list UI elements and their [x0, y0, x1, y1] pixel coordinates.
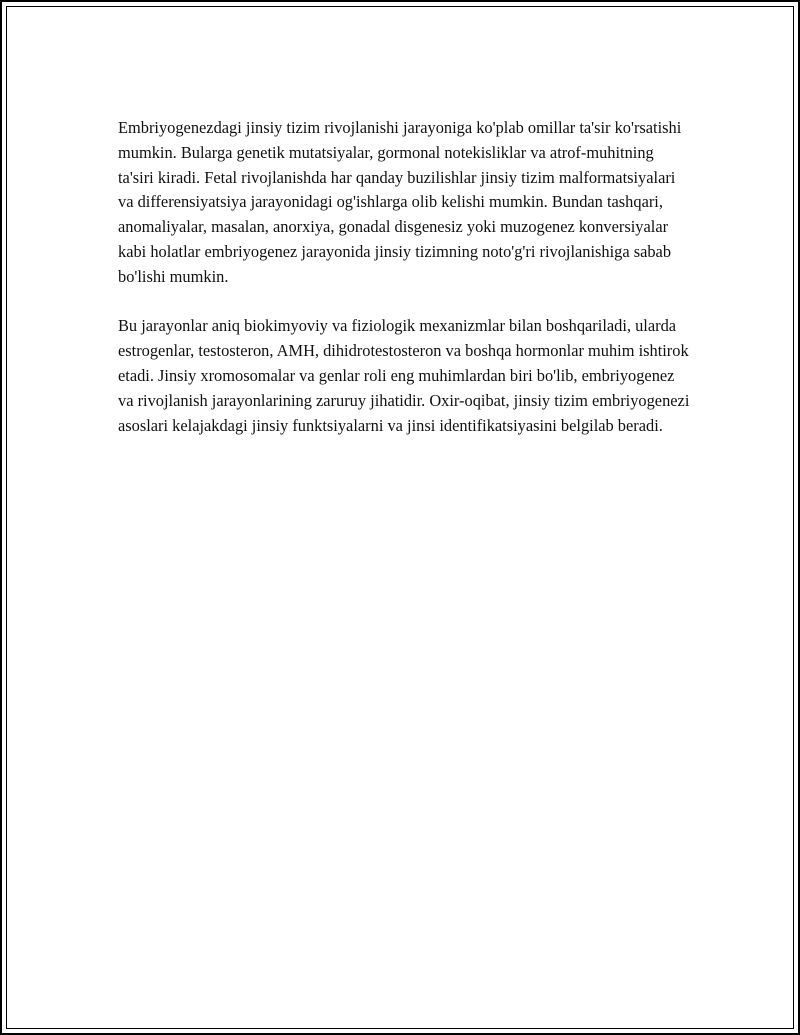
paragraph-1: Embriyogenezdagi jinsiy tizim rivojlanishi jarayoniga ko'plab omillar ta'sir ko'rsatishi mumkin. Bularga genetik mutatsiyalar, gormonal notekisliklar va atrof-muhitning ta'siri kiradi. Fetal rivojlanishda har qanday buzilishlar jinsiy tizim malformatsiyalari va differensiyatsiya jarayonidagi og'ishlarga olib kelishi mumkin. Bundan tashqari, anomaliyalar, masalan, anorxiya, gonadal disgenesiz yoki muzogenez konversiyalar kabi holatlar embriyogenez jarayonida jinsiy tizimning noto'g'ri rivojlanishiga sabab bo'lishi mumkin. — [118, 118, 682, 286]
document-body — [118, 116, 690, 438]
paragraph-2: Bu jarayonlar aniq biokimyoviy va fiziologik mexanizmlar bilan boshqariladi, ularda estrogenlar, testosteron, AMH, dihidrotestosteron va boshqa hormonlar muhim ishtirok etadi. Jinsiy xromosomalar va genlar roli eng muhimlardan biri bo'lib, embriyogenez va rivojlanish jarayonlarining zaruruy jihatidir. Oxir-oqibat, jinsiy tizim embriyogenezi asoslari kelajakdagi jinsiy funktsiyalarni va jinsi identifikatsiyasini belgilab beradi. — [118, 316, 690, 435]
